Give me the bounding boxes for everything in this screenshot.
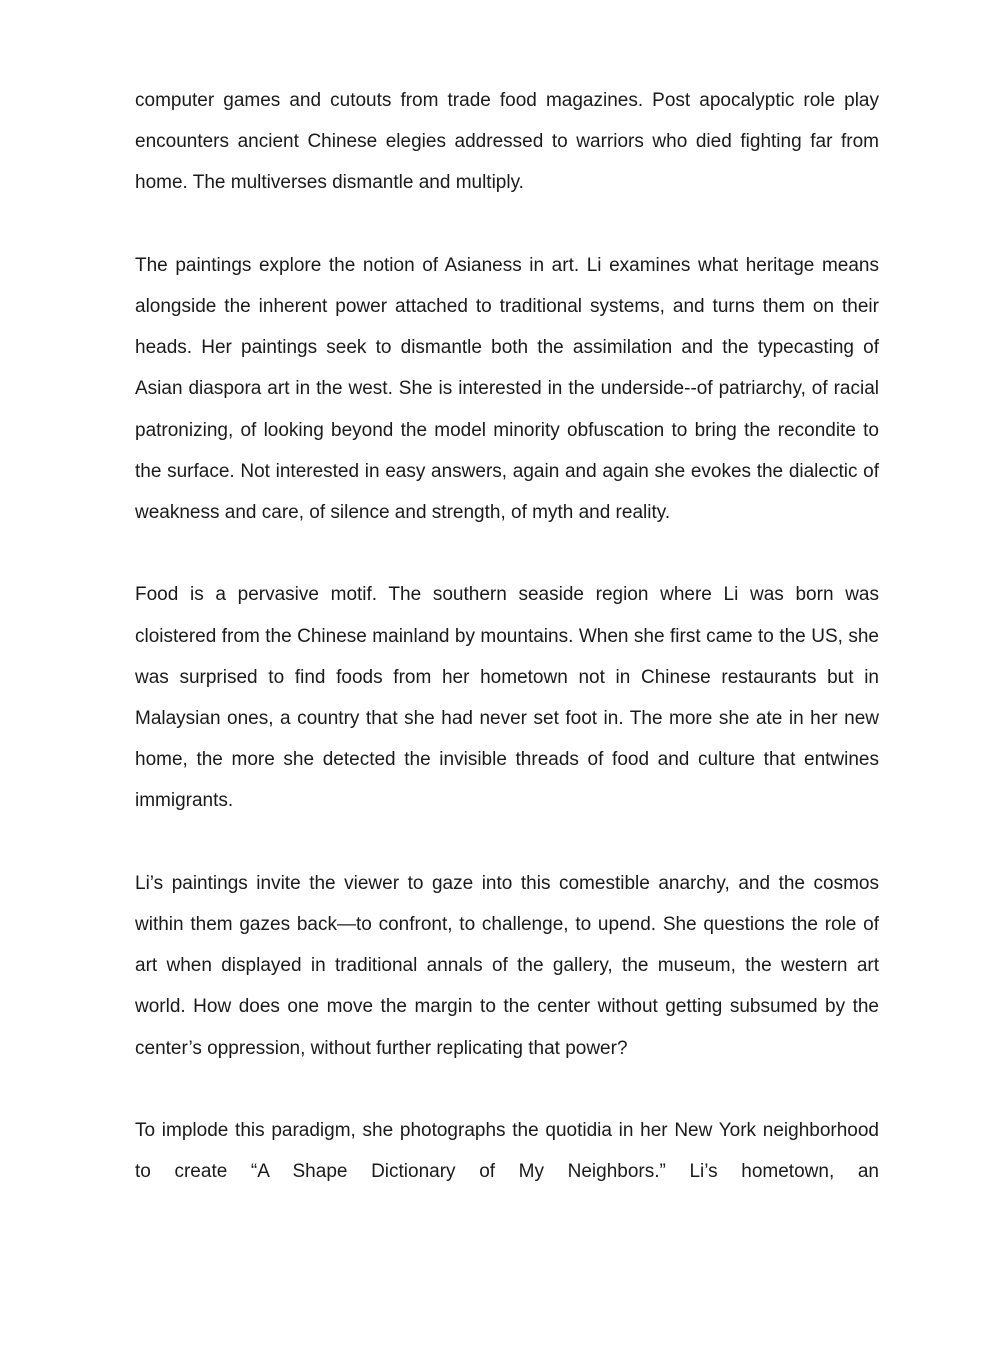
- paragraph-3: Food is a pervasive motif. The southern seaside region where Li was born was cloistered from the Chinese mainland by mountains. When she first came to the US, she was surprised to find foods from her hometown not in Chinese restaurants but in Malaysian ones, a country that she had never set foot in. The more she ate in her new home, the more she detected the invisible threads of food and culture that entwines immigrants.: [135, 584, 879, 812]
- paragraph-5: To implode this paradigm, she photographs the quotidia in her New York neighborhood to create “A Shape Dictionary of My Neighbors.” Li’s hometown, an: [135, 1120, 879, 1183]
- paragraph-1: computer games and cutouts from trade food magazines. Post apocalyptic role play encounters ancient Chinese elegies addressed to warriors who died fighting far from home. The multiverses dismantle and multiply.: [135, 90, 879, 194]
- document-page: [135, 80, 879, 1234]
- paragraph-4: Li’s paintings invite the viewer to gaze into this comestible anarchy, and the cosmos within them gazes back—to confront, to challenge, to upend. She questions the role of art when displayed in traditional annals of the gallery, the museum, the western art world. How does one move the margin to the center without getting subsumed by the center’s oppression, without further replicating that power?: [135, 872, 879, 1059]
- paragraph-2: The paintings explore the notion of Asianess in art. Li examines what heritage means alongside the inherent power attached to traditional systems, and turns them on their heads. Her paintings seek to dismantle both the assimilation and the typecasting of Asian diaspora art in the west. She is interested in the underside--of patriarchy, of racial patronizing, of looking beyond the model minority obfuscation to bring the recondite to the surface. Not interested in easy answers, again and again she evokes the dialectic of weakness and care, of silence and strength, of myth and reality.: [135, 254, 879, 524]
